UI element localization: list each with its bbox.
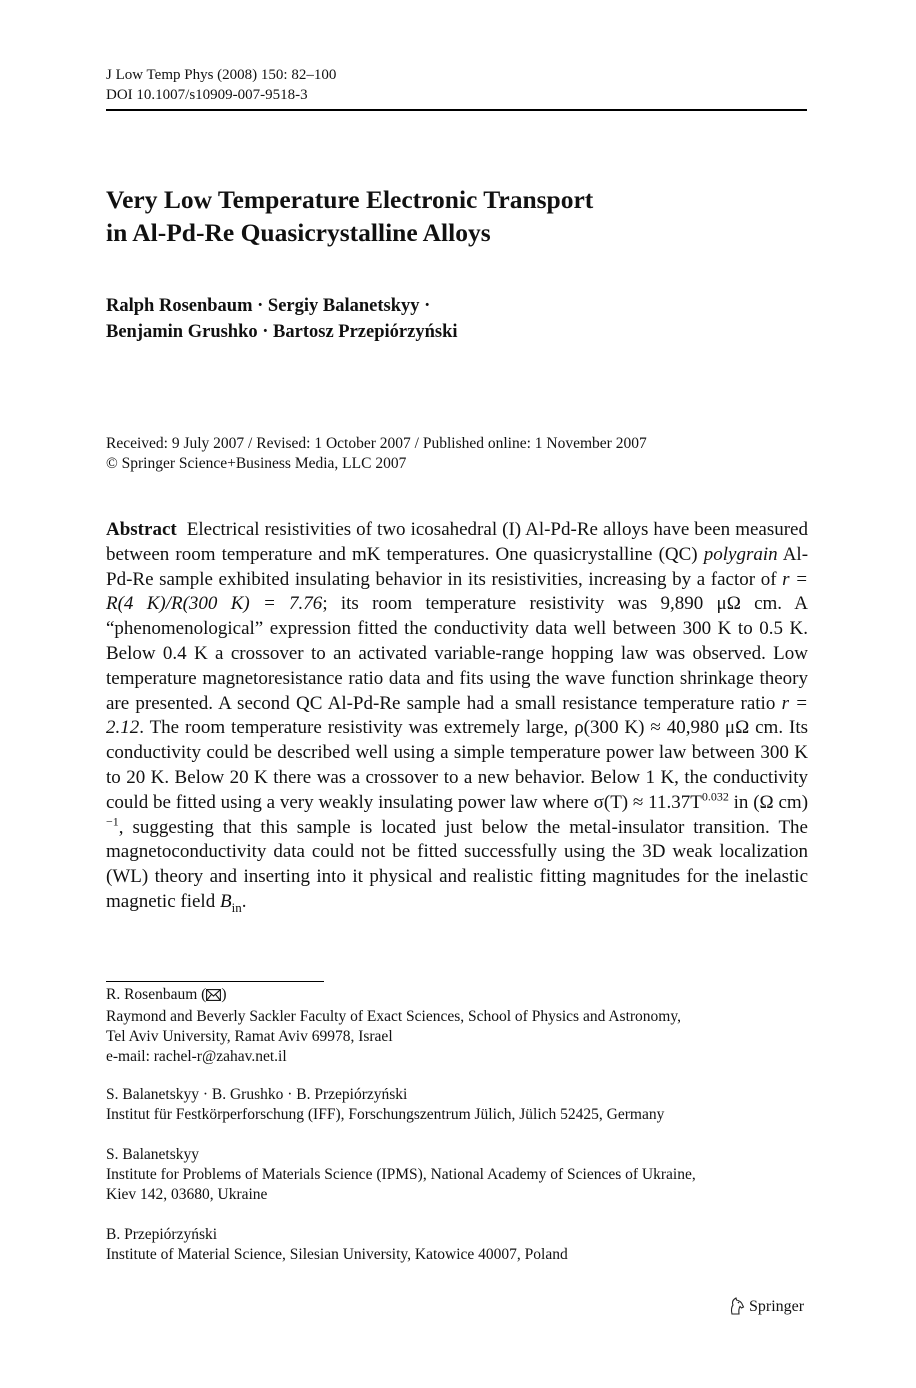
journal-header (106, 65, 336, 105)
envelope-icon (206, 987, 221, 1007)
affiliation-line: Tel Aviv University, Ramat Aviv 69978, Israel (106, 1028, 393, 1045)
authors-line-1: Ralph Rosenbaum · Sergiy Balanetskyy · (106, 296, 431, 316)
abstract-text-6: in (Ω cm) (733, 791, 809, 813)
abstract-text-5: . Its conductivity could be described well using a simple temperature power law between 300 K to 20 K. Below 20 K there was a crossover to a new behavior. Below 1 K, the conductivity could be fitted using a very weakly insulating power law where (106, 717, 809, 813)
affiliation-line: Institute for Problems of Materials Science (IPMS), National Academy of Sciences of Ukraine, (106, 1166, 696, 1183)
history-dates: Received: 9 July 2007 / Revised: 1 October 2007 / Published online: 1 November 2007 (106, 435, 647, 452)
abstract-label: Abstract (106, 519, 177, 540)
paper-title (106, 183, 806, 249)
abstract-polygrain: polygrain (703, 543, 778, 565)
abstract-ratio-2: r = 2.12 (106, 692, 809, 739)
affiliation-name: B. Przepiórzyński (106, 1226, 218, 1243)
abstract-sigma (593, 789, 729, 813)
abstract-text-1: Electrical resistivities of two icosahedral (I) Al-Pd-Re alloys have been measured between room temperature and mK temperatures. One quasicrystalline (QC) (106, 519, 808, 565)
email-address: e-mail: rachel-r@zahav.net.il (106, 1048, 287, 1065)
header-rule (106, 109, 807, 111)
footnote-rule (106, 981, 324, 982)
affiliation-iff (106, 1085, 816, 1125)
b-symbol: B (219, 890, 232, 912)
abstract-ratio-1: r = R(4 K)/R(300 K) = 7.76 (106, 568, 809, 615)
title-line-1: Very Low Temperature Electronic Transport (106, 185, 594, 214)
affiliation-name: S. Balanetskyy (106, 1146, 199, 1163)
affiliation-line: Institute of Material Science, Silesian University, Katowice 40007, Poland (106, 1246, 568, 1263)
title-line-2: in Al-Pd-Re Quasicrystalline Alloys (106, 218, 491, 247)
abstract-text-4: . The room temperature resistivity was extremely large, (139, 717, 569, 739)
doi: DOI 10.1007/s10909-007-9518-3 (106, 87, 308, 103)
affiliation-silesian (106, 1225, 816, 1265)
abstract-text-3: ; its room temperature resistivity was 9,890 μΩ cm. A “phenomenological” expression fitted the conductivity data well between 300 K to 0.5 K. Below 0.4 K a crossover to an activated variable-range hopping law was observed. Low temperature magnetoresistance ratio data and fits using the wave function shrinkage theory are presented. A second QC Al-Pd-Re sample had a small resistance temperature ratio (106, 593, 808, 714)
journal-citation: J Low Temp Phys (2008) 150: 82–100 (106, 67, 337, 83)
abstract-text-7: , suggesting that this sample is located just below the metal-insulator transition. The magnetoconductivity data could not be fitted successfully using the 3D weak localization (WL) theory and inserting into it physical and realistic fitting magnitudes for the inelastic magnetic field (106, 816, 808, 912)
abstract-text-8: . (241, 890, 247, 912)
affiliation-rosenbaum (106, 985, 816, 1067)
sigma-exponent: 0.032 (701, 789, 729, 804)
publisher-logo (728, 1297, 804, 1316)
b-subscript: in (231, 899, 242, 915)
affiliation-line: Institut für Festkörperforschung (IFF), Forschungszentrum Jülich, Jülich 52425, Germany (106, 1106, 665, 1123)
abstract (106, 518, 808, 915)
unit-exponent: −1 (106, 814, 119, 829)
affiliation-name: S. Balanetskyy · B. Grushko · B. Przepiórzyński (106, 1086, 408, 1103)
publisher-name: Springer (749, 1297, 805, 1315)
publication-history (106, 434, 806, 474)
springer-horse-icon (728, 1297, 745, 1316)
affiliation-line: Raymond and Beverly Sackler Faculty of Exact Sciences, School of Physics and Astronomy, (106, 1008, 681, 1025)
copyright-notice: © Springer Science+Business Media, LLC 2007 (106, 455, 407, 472)
affiliation-line: Kiev 142, 03680, Ukraine (106, 1186, 268, 1203)
abstract-rho: ρ(300 K) ≈ 40,980 μΩ cm (574, 717, 779, 739)
abstract-text-2: Al-Pd-Re sample exhibited insulating behavior in its resistivities, increasing by a factor of (106, 543, 809, 590)
author-list (106, 293, 806, 345)
sigma-base: σ(T) ≈ 11.37T (593, 791, 702, 813)
affiliation-ipms (106, 1145, 816, 1205)
affiliation-name: R. Rosenbaum ( ) (106, 985, 816, 1007)
authors-line-2: Benjamin Grushko · Bartosz Przepiórzyński (106, 322, 458, 342)
